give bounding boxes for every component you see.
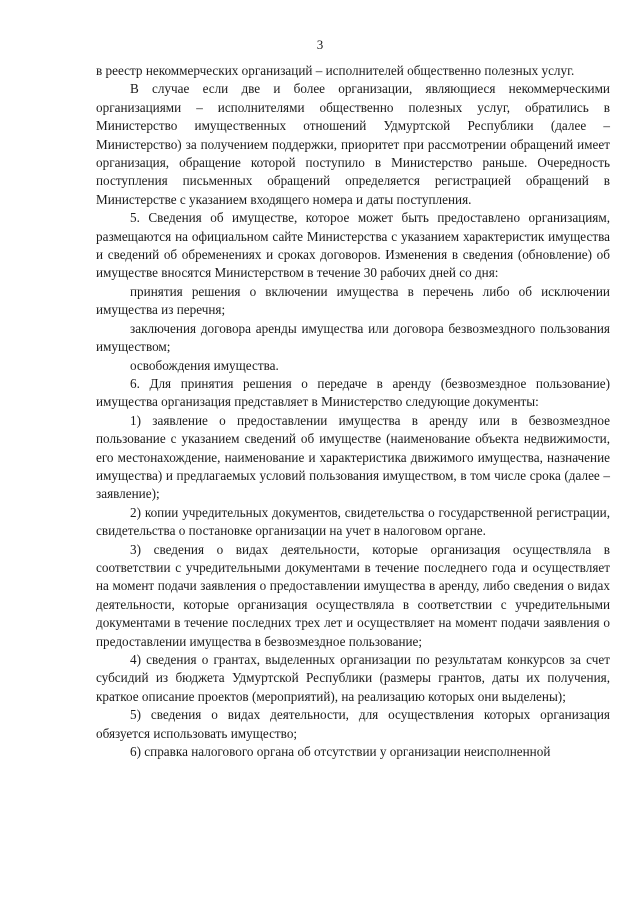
list-item-2-copies: 2) копии учредительных документов, свидетельства о государственной регистрации, свидетельства о постановке организации на учет в налоговом органе. <box>96 504 610 539</box>
list-item-6-tax-certificate: 6) справка налогового органа об отсутствии у организации неисполненной <box>130 744 551 760</box>
document-body <box>96 62 610 761</box>
paragraph-5-property-info: 5. Сведения об имуществе, которое может быть предоставлено организациям, размещаются на официальном сайте Министерства с указанием характеристик имущества и сведений об обременениях и сроках договоров. Изменения в сведения (обновление) об имуществе вносятся Министерством в течение 30 рабочих дней со дня: <box>96 210 610 281</box>
list-item-3-activities: 3) сведения о видах деятельности, которые организация осуществляла в соответствии с учредительными документами в течение последнего года и осуществляет на момент подачи заявления о предоставлении имущества в аренду, либо сведения о видах деятельности, которые организация осуществляла в соответствии с учредительными документами в течение последних трех лет и осуществляет на момент подачи заявления о предоставлении имущества в безвозмездное пользование; <box>96 541 610 649</box>
paragraph-6-documents: 6. Для принятия решения о передаче в аренду (безвозмездное пользование) имущества организация представляет в Министерство следующие документы: <box>96 375 610 410</box>
paragraph-priority: В случае если две и более организации, являющиеся некоммерческими организациями – исполнителями общественно полезных услуг, обратились в Министерство имущественных отношений Удмуртской Республики (далее – Министерство) за получением поддержки, приоритет при рассмотрении обращений имеет организация, обращение которой поступило в Министерство раньше. Очередность поступления письменных обращений определяется регистрацией обращений в Министерстве с указанием входящего номера и даты поступления. <box>96 81 610 207</box>
list-item-5-intended-use: 5) сведения о видах деятельности, для осуществления которых организация обязуется использовать имущество; <box>96 707 610 741</box>
list-item-4-grants: 4) сведения о грантах, выделенных организации по результатам конкурсов за счет субсидий из бюджета Удмуртской Республики (размеры грантов, даты их получения, краткое описание проектов (мероприятий), на реализацию которых они выделены); <box>96 652 610 704</box>
page-number: 3 <box>316 37 324 52</box>
paragraph-registry-continuation: в реестр некоммерческих организаций – исполнителей общественно полезных услуг. <box>96 63 575 78</box>
paragraph-property-release: освобождения имущества. <box>130 357 279 373</box>
paragraph-lease-contract: заключения договора аренды имущества или договора безвозмездного пользования имуществом; <box>96 320 610 355</box>
paragraph-inclusion-decision: принятия решения о включении имущества в перечень либо об исключении имущества из перечня; <box>96 283 610 318</box>
list-item-1-application: 1) заявление о предоставлении имущества в аренду или в безвозмездное пользование с указанием сведений об имуществе (наименование объекта недвижимости, его местонахождение, наименование и характеристика движимого имущества, назначение имущества) и предлагаемых условий пользования имуществом, в том числе срока (далее – заявление); <box>96 412 610 502</box>
